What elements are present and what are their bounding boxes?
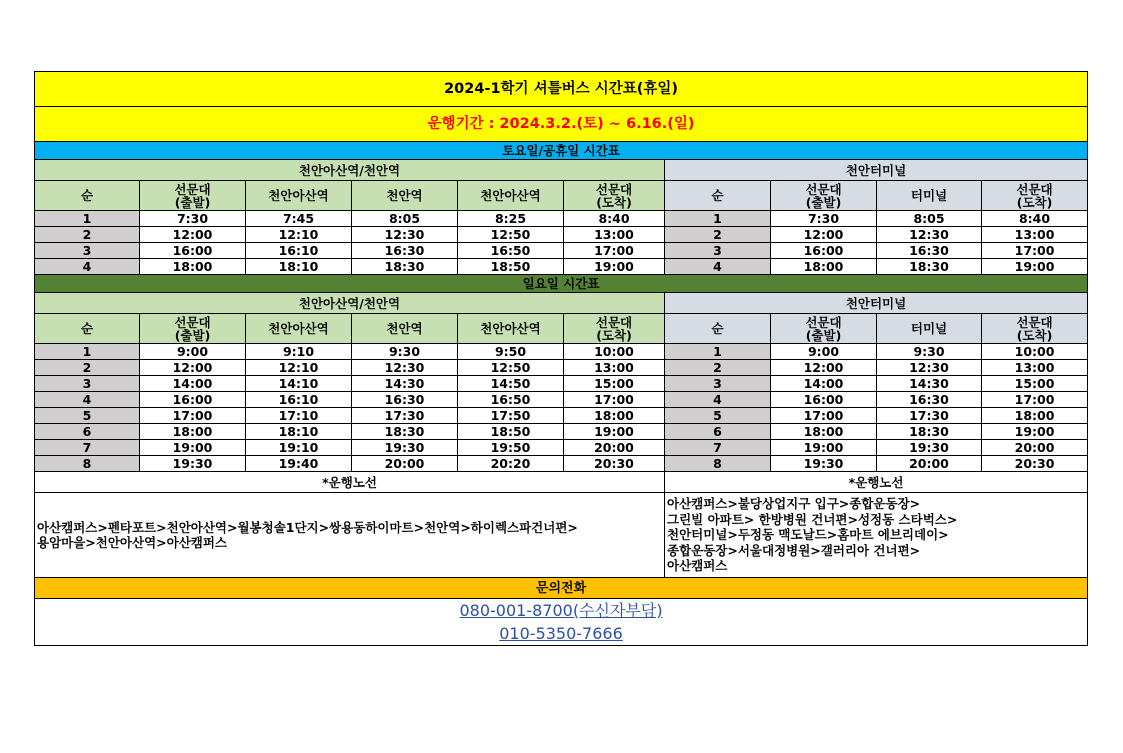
row-index-right: 8: [665, 456, 771, 472]
time-cell-right: 20:30: [982, 456, 1088, 472]
row-index-right: 4: [665, 259, 771, 275]
time-cell-right: 20:00: [982, 440, 1088, 456]
time-cell: 14:00: [140, 376, 246, 392]
time-cell: 12:00: [140, 227, 246, 243]
time-cell: 18:30: [352, 424, 458, 440]
row-index-right: 2: [665, 360, 771, 376]
time-cell: 13:00: [564, 227, 665, 243]
time-cell: 9:00: [140, 344, 246, 360]
saturday-row: [35, 243, 1088, 259]
row-index-right: 1: [665, 344, 771, 360]
row-index: 2: [35, 360, 140, 376]
time-cell: 8:40: [564, 211, 665, 227]
time-cell-right: 17:30: [877, 408, 982, 424]
time-cell: 12:10: [246, 360, 352, 376]
row-index: 2: [35, 227, 140, 243]
time-cell: 17:00: [140, 408, 246, 424]
row-index: 3: [35, 243, 140, 259]
time-cell-right: 7:30: [771, 211, 877, 227]
saturday-group-left: 천안아산역/천안역: [35, 160, 665, 181]
row-index: 6: [35, 424, 140, 440]
time-cell: 19:10: [246, 440, 352, 456]
shuttle-timetable: [34, 71, 1088, 646]
time-cell-right: 9:00: [771, 344, 877, 360]
time-cell: 18:00: [140, 424, 246, 440]
phone-link-toll-free[interactable]: 080-001-8700(수신자부담): [459, 601, 663, 620]
time-cell: 14:50: [458, 376, 564, 392]
row-index: 8: [35, 456, 140, 472]
time-cell: 19:00: [564, 259, 665, 275]
col-header-index: 순: [35, 181, 140, 211]
time-cell-right: 12:00: [771, 227, 877, 243]
time-cell: 14:30: [352, 376, 458, 392]
time-cell-right: 19:00: [982, 424, 1088, 440]
time-cell: 10:00: [564, 344, 665, 360]
time-cell-right: 18:00: [771, 424, 877, 440]
route-line-right: 아산캠퍼스: [667, 558, 728, 574]
time-cell-right: 19:00: [982, 259, 1088, 275]
route-line-right: 종합운동장>서울대정병원>갤러리아 건너편>: [667, 542, 921, 558]
sunday-row: [35, 376, 1088, 392]
route-list-left: [35, 493, 665, 578]
time-cell-right: 16:30: [877, 243, 982, 259]
route-line-right: 그린빌 아파트> 한방병원 건너편>성정동 스타벅스>: [667, 511, 958, 527]
time-cell: 7:45: [246, 211, 352, 227]
saturday-row: [35, 227, 1088, 243]
saturday-group-right: 천안터미널: [665, 160, 1088, 181]
row-index-right: 7: [665, 440, 771, 456]
col-header-depart-right: [771, 314, 877, 344]
time-cell-right: 10:00: [982, 344, 1088, 360]
time-cell-right: 19:30: [877, 440, 982, 456]
row-index-right: 1: [665, 211, 771, 227]
sunday-row: [35, 360, 1088, 376]
time-cell: 16:00: [140, 243, 246, 259]
time-cell: 12:50: [458, 360, 564, 376]
time-cell: 19:50: [458, 440, 564, 456]
col-header-index-right: 순: [665, 181, 771, 211]
sunday-group-left: 천안아산역/천안역: [35, 293, 665, 314]
time-cell: 17:50: [458, 408, 564, 424]
time-cell-right: 8:40: [982, 211, 1088, 227]
time-cell: 13:00: [564, 360, 665, 376]
time-cell: 20:00: [352, 456, 458, 472]
contact-phones: [35, 599, 1088, 646]
time-cell: 18:30: [352, 259, 458, 275]
time-cell: 8:25: [458, 211, 564, 227]
time-cell: 16:00: [140, 392, 246, 408]
time-cell-right: 19:00: [771, 440, 877, 456]
time-cell: 7:30: [140, 211, 246, 227]
col-header-index-right: 순: [665, 314, 771, 344]
time-cell-right: 14:30: [877, 376, 982, 392]
route-header-right: *운행노선: [665, 472, 1088, 493]
row-index-right: 6: [665, 424, 771, 440]
time-cell-right: 16:00: [771, 392, 877, 408]
time-cell: 12:30: [352, 360, 458, 376]
col-header-arrive-right-line1: 선문대: [1016, 181, 1053, 197]
row-index-right: 2: [665, 227, 771, 243]
time-cell: 17:10: [246, 408, 352, 424]
time-cell-right: 18:30: [877, 424, 982, 440]
col-header-arrive: [564, 181, 665, 211]
row-index-right: 5: [665, 408, 771, 424]
time-cell: 19:30: [352, 440, 458, 456]
col-header-depart-line1: 선문대: [174, 181, 211, 197]
col-header-cheonan: 천안역: [352, 314, 458, 344]
time-cell-right: 12:00: [771, 360, 877, 376]
row-index: 4: [35, 392, 140, 408]
route-line-right: 천안터미널>두정동 맥도날드>홈마트 에브리데이>: [667, 527, 949, 543]
operation-period: 운행기간 : 2024.3.2.(토) ~ 6.16.(일): [35, 107, 1088, 142]
col-header-arrive-right: [982, 181, 1088, 211]
time-cell: 8:05: [352, 211, 458, 227]
row-index-right: 3: [665, 376, 771, 392]
saturday-row: [35, 211, 1088, 227]
time-cell: 16:30: [352, 392, 458, 408]
time-cell: 19:00: [140, 440, 246, 456]
time-cell-right: 16:30: [877, 392, 982, 408]
col-header-depart-right-line2: (출발): [805, 327, 842, 343]
time-cell: 12:30: [352, 227, 458, 243]
time-cell: 14:10: [246, 376, 352, 392]
col-header-arrive-line2: (도착): [596, 194, 632, 210]
time-cell-right: 16:00: [771, 243, 877, 259]
col-header-cheonan: 천안역: [352, 181, 458, 211]
time-cell: 15:00: [564, 376, 665, 392]
col-header-depart-line1: 선문대: [174, 314, 211, 330]
time-cell: 9:30: [352, 344, 458, 360]
col-header-depart: [140, 314, 246, 344]
time-cell: 9:10: [246, 344, 352, 360]
time-cell-right: 13:00: [982, 360, 1088, 376]
time-cell-right: 13:00: [982, 227, 1088, 243]
route-line-left: 용암마을>천안아산역>아산캠퍼스: [37, 535, 227, 550]
sunday-group-right: 천안터미널: [665, 293, 1088, 314]
time-cell-right: 17:00: [982, 243, 1088, 259]
col-header-cheonan-asan-return: 천안아산역: [458, 181, 564, 211]
col-header-depart-right: [771, 181, 877, 211]
col-header-arrive-line1: 선문대: [595, 314, 633, 330]
col-header-depart-right-line1: 선문대: [805, 181, 842, 197]
col-header-depart-line2: (출발): [174, 194, 211, 210]
time-cell-right: 19:30: [771, 456, 877, 472]
saturday-row: [35, 259, 1088, 275]
sunday-row: [35, 344, 1088, 360]
time-cell-right: 9:30: [877, 344, 982, 360]
route-list-right: [665, 493, 1088, 578]
time-cell: 18:50: [458, 259, 564, 275]
sunday-section-header: 일요일 시간표: [35, 275, 1088, 293]
row-index: 1: [35, 344, 140, 360]
time-cell-right: 20:00: [877, 456, 982, 472]
phone-link-mobile[interactable]: 010-5350-7666: [499, 624, 623, 643]
time-cell: 17:30: [352, 408, 458, 424]
col-header-cheonan-asan-return: 천안아산역: [458, 314, 564, 344]
col-header-cheonan-asan: 천안아산역: [246, 314, 352, 344]
contact-header: 문의전화: [35, 578, 1088, 599]
row-index-right: 3: [665, 243, 771, 259]
time-cell-right: 14:00: [771, 376, 877, 392]
col-header-terminal: 터미널: [877, 181, 982, 211]
row-index-right: 4: [665, 392, 771, 408]
time-cell: 16:50: [458, 243, 564, 259]
time-cell-right: 12:30: [877, 360, 982, 376]
sunday-column-headers: [35, 314, 1088, 344]
time-cell: 18:50: [458, 424, 564, 440]
row-index: 7: [35, 440, 140, 456]
col-header-arrive: [564, 314, 665, 344]
col-header-arrive-line1: 선문대: [595, 181, 633, 197]
time-cell-right: 17:00: [771, 408, 877, 424]
route-line-right: 아산캠퍼스>불당상업지구 입구>종합운동장>: [667, 496, 921, 512]
time-cell-right: 12:30: [877, 227, 982, 243]
row-index: 3: [35, 376, 140, 392]
sunday-row: [35, 424, 1088, 440]
sunday-row: [35, 456, 1088, 472]
row-index: 1: [35, 211, 140, 227]
sunday-row: [35, 408, 1088, 424]
time-cell: 20:20: [458, 456, 564, 472]
saturday-section-header: 토요일/공휴일 시간표: [35, 142, 1088, 160]
time-cell-right: 8:05: [877, 211, 982, 227]
col-header-depart-line2: (출발): [174, 327, 211, 343]
col-header-arrive-right-line2: (도착): [1016, 327, 1053, 343]
col-header-depart-right-line2: (출발): [805, 194, 842, 210]
sunday-row: [35, 440, 1088, 456]
time-cell: 18:00: [140, 259, 246, 275]
col-header-arrive-line2: (도착): [596, 327, 632, 343]
col-header-cheonan-asan: 천안아산역: [246, 181, 352, 211]
time-cell: 16:50: [458, 392, 564, 408]
time-cell-right: 17:00: [982, 392, 1088, 408]
row-index: 5: [35, 408, 140, 424]
time-cell: 12:50: [458, 227, 564, 243]
col-header-index: 순: [35, 314, 140, 344]
col-header-arrive-right-line2: (도착): [1016, 194, 1053, 210]
time-cell-right: 18:00: [771, 259, 877, 275]
time-cell: 9:50: [458, 344, 564, 360]
col-header-arrive-right: [982, 314, 1088, 344]
time-cell: 16:30: [352, 243, 458, 259]
time-cell-right: 15:00: [982, 376, 1088, 392]
time-cell: 17:00: [564, 392, 665, 408]
time-cell: 19:30: [140, 456, 246, 472]
row-index: 4: [35, 259, 140, 275]
time-cell: 20:30: [564, 456, 665, 472]
time-cell: 18:10: [246, 259, 352, 275]
sunday-row: [35, 392, 1088, 408]
time-cell: 16:10: [246, 392, 352, 408]
time-cell: 19:00: [564, 424, 665, 440]
time-cell: 19:40: [246, 456, 352, 472]
time-cell: 12:00: [140, 360, 246, 376]
col-header-arrive-right-line1: 선문대: [1016, 314, 1053, 330]
time-cell: 12:10: [246, 227, 352, 243]
time-cell: 17:00: [564, 243, 665, 259]
page-title: 2024-1학기 셔틀버스 시간표(휴일): [35, 72, 1088, 107]
time-cell: 18:10: [246, 424, 352, 440]
route-line-left: 아산캠퍼스>펜타포트>천안아산역>월봉청솔1단지>쌍용동하이마트>천안역>하이렉스파건너편>: [37, 520, 578, 535]
col-header-terminal: 터미널: [877, 314, 982, 344]
route-header-left: *운행노선: [35, 472, 665, 493]
time-cell: 18:00: [564, 408, 665, 424]
time-cell: 20:00: [564, 440, 665, 456]
time-cell: 16:10: [246, 243, 352, 259]
time-cell-right: 18:30: [877, 259, 982, 275]
col-header-depart-right-line1: 선문대: [805, 314, 842, 330]
saturday-column-headers: [35, 181, 1088, 211]
col-header-depart: [140, 181, 246, 211]
time-cell-right: 18:00: [982, 408, 1088, 424]
